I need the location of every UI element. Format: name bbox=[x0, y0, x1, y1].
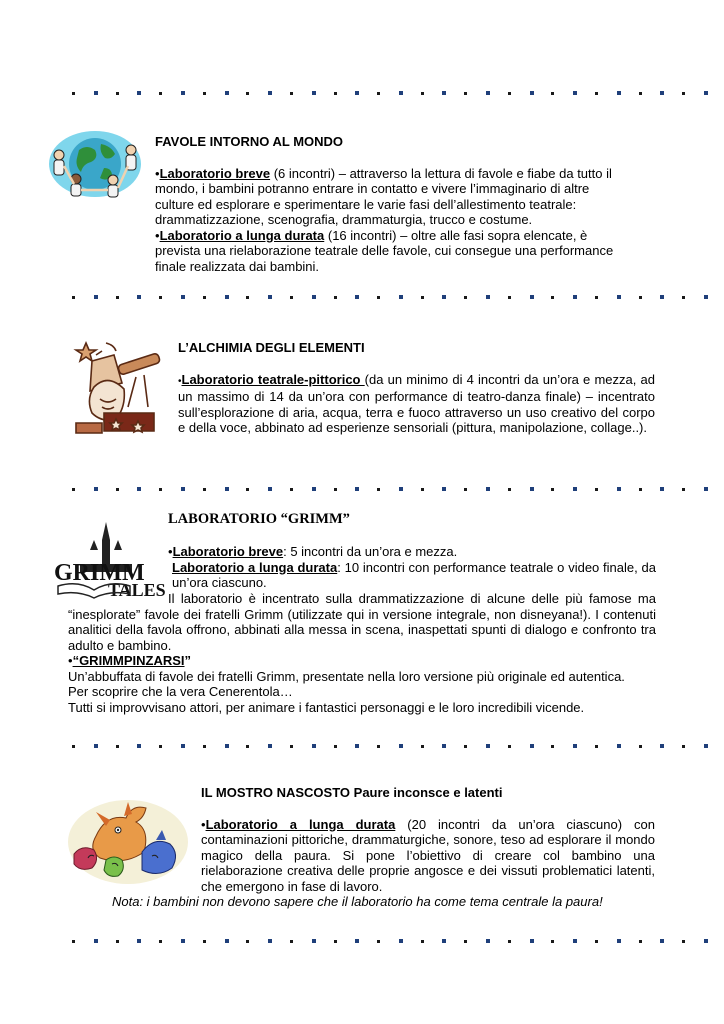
paragraph-laboratorio-lunga bbox=[155, 228, 630, 275]
divider-dot bbox=[617, 939, 621, 943]
logo-grimm-text: GRIMM bbox=[54, 560, 145, 586]
divider-dot bbox=[181, 939, 185, 943]
paragraph-laboratorio-breve bbox=[168, 544, 656, 560]
section-mostro bbox=[201, 785, 655, 894]
divider-dot bbox=[639, 296, 642, 299]
divider-dot bbox=[660, 487, 664, 491]
divider-dot bbox=[660, 91, 664, 95]
divider-dot bbox=[442, 91, 446, 95]
divider-dot bbox=[137, 295, 141, 299]
dragon-monsters-illustration bbox=[66, 796, 190, 886]
divider-dot bbox=[377, 745, 380, 748]
divider-dot bbox=[464, 92, 467, 95]
grimmpinzarsi-line-2: Per scoprire che la vera Cenerentola… bbox=[68, 684, 293, 699]
grimmpinzarsi-close-quote: ” bbox=[184, 653, 192, 668]
divider-dot bbox=[530, 939, 534, 943]
divider-dot bbox=[72, 296, 75, 299]
divider-dot bbox=[486, 295, 490, 299]
grimmpinzarsi-label: “GRIMMPINZARSI bbox=[72, 653, 185, 668]
dotted-divider-4 bbox=[72, 744, 712, 748]
bullet: • bbox=[155, 227, 160, 243]
divider-dot bbox=[595, 745, 598, 748]
divider-dot bbox=[377, 940, 380, 943]
grimmpinzarsi-line-3: Tutti si improvvisano attori, per animare i fantastici personaggi e le loro incredibili vicende. bbox=[68, 699, 585, 715]
divider-dot bbox=[312, 487, 316, 491]
section-title: IL MOSTRO NASCOSTO Paure inconsce e latenti bbox=[201, 785, 503, 800]
divider-dot bbox=[660, 744, 664, 748]
logo-tales-text: TALES bbox=[108, 580, 166, 600]
section-title: FAVOLE INTORNO AL MONDO bbox=[155, 134, 344, 149]
text-laboratorio-lunga: (16 incontri) – oltre alle fasi sopra elencate, è prevista una rielaborazione teatrale delle favole, cui consegue una performance finale realizzata dai bambini. bbox=[155, 227, 614, 274]
divider-dot bbox=[334, 488, 337, 491]
divider-dot bbox=[399, 295, 403, 299]
divider-dot bbox=[137, 91, 141, 95]
label-laboratorio-breve: Laboratorio breve bbox=[159, 165, 271, 181]
divider-dot bbox=[137, 744, 141, 748]
section-title: L’ALCHIMIA DEGLI ELEMENTI bbox=[178, 340, 365, 355]
divider-dot bbox=[573, 487, 577, 491]
divider-dot bbox=[551, 745, 554, 748]
divider-dot bbox=[203, 745, 206, 748]
divider-dot bbox=[268, 939, 272, 943]
divider-dot bbox=[421, 92, 424, 95]
text-laboratorio-lunga: (20 incontri da un’ora ciascuno) con contaminazioni pittoriche, drammaturgiche, sonore, teso ad esplorare il mondo magico della paura. Si pone l’obiettivo di creare col bambino una rielaborazione creativa delle proprie angosce e dei vissuti problematici latenti, che emergono in fase di lavoro. bbox=[201, 816, 655, 894]
divider-dot bbox=[312, 295, 316, 299]
globe-children-illustration bbox=[46, 128, 144, 200]
divider-dot bbox=[203, 940, 206, 943]
note-text: Nota: i bambini non devono sapere che il laboratorio ha come tema centrale la paura! bbox=[112, 894, 603, 909]
divider-dot bbox=[682, 488, 685, 491]
wizard-telescope-illustration bbox=[66, 337, 170, 441]
grimmpinzarsi-heading bbox=[68, 653, 668, 669]
divider-dot bbox=[530, 91, 534, 95]
text-laboratorio-breve: (6 incontri) – attraverso la lettura di favole e fiabe da tutto il mondo, i bambini potranno entrare in contatto e vivere l’immaginario di altre culture ed esplorare e sperimentare le varie fasi dell’allestimento teatrale: drammatizzazione, scenografia, drammaturgia, trucco e costume. bbox=[155, 165, 612, 227]
divider-dot bbox=[181, 91, 185, 95]
divider-dot bbox=[225, 487, 229, 491]
divider-dot bbox=[290, 488, 293, 491]
divider-dot bbox=[530, 487, 534, 491]
text-laboratorio-pittorico: (da un minimo di 4 incontri da un’ora e mezza, ad un massimo di 14 da un’ora con performance di teatro-danza finale) – incentrato sull’esplorazione di aria, acqua, terra e fuoco attraverso un uso creativo del corpo e della voce, abbinato ad esperienze sensoriali (pittura, manipolazione, collage..). bbox=[178, 371, 655, 435]
divider-dot bbox=[573, 295, 577, 299]
grimmpinzarsi-line-1: Un’abbuffata di favole dei fratelli Grimm, presentate nella loro versione più originale ed autentica. bbox=[68, 668, 625, 684]
label-laboratorio-pittorico: Laboratorio teatrale-pittorico bbox=[181, 371, 365, 387]
note bbox=[112, 894, 672, 910]
divider-dot bbox=[421, 296, 424, 299]
divider-dot bbox=[486, 487, 490, 491]
divider-dot bbox=[508, 940, 511, 943]
divider-dot bbox=[464, 745, 467, 748]
grimm-tales-logo bbox=[50, 520, 166, 600]
divider-dot bbox=[377, 488, 380, 491]
divider-dot bbox=[486, 744, 490, 748]
divider-dot bbox=[682, 940, 685, 943]
divider-dot bbox=[246, 296, 249, 299]
paragraph-laboratorio-lunga bbox=[201, 817, 655, 895]
divider-dot bbox=[551, 296, 554, 299]
divider-dot bbox=[159, 488, 162, 491]
divider-dot bbox=[137, 939, 141, 943]
divider-dot bbox=[682, 92, 685, 95]
divider-dot bbox=[159, 745, 162, 748]
divider-dot bbox=[530, 744, 534, 748]
divider-dot bbox=[94, 744, 98, 748]
divider-dot bbox=[639, 940, 642, 943]
divider-dot bbox=[116, 92, 119, 95]
divider-dot bbox=[72, 940, 75, 943]
divider-dot bbox=[225, 295, 229, 299]
grimm-items bbox=[168, 544, 656, 591]
divider-dot bbox=[704, 295, 708, 299]
section-grimm bbox=[168, 512, 656, 528]
divider-dot bbox=[595, 488, 598, 491]
divider-dot bbox=[355, 487, 359, 491]
divider-dot bbox=[639, 745, 642, 748]
divider-dot bbox=[551, 940, 554, 943]
divider-dot bbox=[225, 744, 229, 748]
divider-dot bbox=[116, 940, 119, 943]
divider-dot bbox=[617, 487, 621, 491]
divider-dot bbox=[225, 91, 229, 95]
divider-dot bbox=[639, 92, 642, 95]
bullet: • bbox=[168, 544, 173, 559]
divider-dot bbox=[312, 91, 316, 95]
divider-dot bbox=[116, 745, 119, 748]
divider-dot bbox=[246, 940, 249, 943]
dotted-divider-1 bbox=[72, 91, 712, 95]
divider-dot bbox=[573, 939, 577, 943]
divider-dot bbox=[442, 744, 446, 748]
dotted-divider-2 bbox=[72, 295, 712, 299]
divider-dot bbox=[246, 745, 249, 748]
divider-dot bbox=[639, 488, 642, 491]
divider-dot bbox=[617, 744, 621, 748]
divider-dot bbox=[159, 296, 162, 299]
divider-dot bbox=[421, 745, 424, 748]
divider-dot bbox=[377, 296, 380, 299]
divider-dot bbox=[116, 488, 119, 491]
section-title: LABORATORIO “GRIMM” bbox=[168, 511, 350, 527]
divider-dot bbox=[617, 295, 621, 299]
divider-dot bbox=[72, 745, 75, 748]
divider-dot bbox=[704, 744, 708, 748]
label-laboratorio-lunga: Laboratorio a lunga durata bbox=[172, 559, 338, 575]
divider-dot bbox=[334, 745, 337, 748]
divider-dot bbox=[442, 939, 446, 943]
divider-dot bbox=[203, 488, 206, 491]
divider-dot bbox=[508, 488, 511, 491]
divider-dot bbox=[595, 92, 598, 95]
bullet: • bbox=[68, 653, 73, 668]
divider-dot bbox=[617, 91, 621, 95]
divider-dot bbox=[312, 744, 316, 748]
divider-dot bbox=[595, 940, 598, 943]
grimmpinzarsi-block bbox=[68, 653, 668, 715]
divider-dot bbox=[290, 745, 293, 748]
divider-dot bbox=[116, 296, 119, 299]
divider-dot bbox=[508, 745, 511, 748]
divider-dot bbox=[268, 295, 272, 299]
divider-dot bbox=[334, 940, 337, 943]
divider-dot bbox=[72, 92, 75, 95]
divider-dot bbox=[421, 488, 424, 491]
divider-dot bbox=[421, 940, 424, 943]
divider-dot bbox=[551, 488, 554, 491]
divider-dot bbox=[268, 487, 272, 491]
divider-dot bbox=[355, 744, 359, 748]
divider-dot bbox=[551, 92, 554, 95]
divider-dot bbox=[355, 295, 359, 299]
divider-dot bbox=[399, 487, 403, 491]
bullet: • bbox=[201, 816, 206, 832]
divider-dot bbox=[595, 296, 598, 299]
divider-dot bbox=[334, 92, 337, 95]
divider-dot bbox=[660, 939, 664, 943]
divider-dot bbox=[137, 487, 141, 491]
bullet: • bbox=[155, 165, 160, 181]
divider-dot bbox=[704, 939, 708, 943]
paragraph-grimm-description: Il laboratorio è incentrato sulla drammatizzazione di alcune delle più famose ma “inesplorate” favole dei fratelli Grimm (utilizzate qui in versione integrale, non disneyana!). I contenuti analitici della favola offrono, abbinati alla messa in scena, inaspettati spunti di dialogo e confronto tra adulto e bambino. bbox=[68, 591, 656, 653]
divider-dot bbox=[290, 940, 293, 943]
divider-dot bbox=[399, 939, 403, 943]
divider-dot bbox=[682, 745, 685, 748]
divider-dot bbox=[355, 91, 359, 95]
divider-dot bbox=[399, 744, 403, 748]
divider-dot bbox=[225, 939, 229, 943]
divider-dot bbox=[94, 91, 98, 95]
divider-dot bbox=[94, 939, 98, 943]
divider-dot bbox=[94, 295, 98, 299]
text-laboratorio-breve: : 5 incontri da un’ora e mezza. bbox=[283, 544, 458, 559]
divider-dot bbox=[203, 92, 206, 95]
divider-dot bbox=[442, 295, 446, 299]
divider-dot bbox=[464, 940, 467, 943]
divider-dot bbox=[246, 92, 249, 95]
divider-dot bbox=[508, 92, 511, 95]
label-laboratorio-lunga: Laboratorio a lunga durata bbox=[205, 816, 396, 832]
divider-dot bbox=[181, 295, 185, 299]
divider-dot bbox=[399, 91, 403, 95]
divider-dot bbox=[464, 488, 467, 491]
divider-dot bbox=[203, 296, 206, 299]
divider-dot bbox=[704, 487, 708, 491]
text-laboratorio-lunga: : 10 incontri con performance teatrale o video finale, da un’ora ciascuno. bbox=[172, 559, 656, 590]
divider-dot bbox=[290, 296, 293, 299]
divider-dot bbox=[181, 744, 185, 748]
divider-dot bbox=[159, 940, 162, 943]
divider-dot bbox=[268, 744, 272, 748]
divider-dot bbox=[181, 487, 185, 491]
divider-dot bbox=[682, 296, 685, 299]
divider-dot bbox=[377, 92, 380, 95]
paragraph-laboratorio-lunga bbox=[168, 560, 656, 591]
divider-dot bbox=[94, 487, 98, 491]
divider-dot bbox=[312, 939, 316, 943]
bullet: • bbox=[178, 375, 182, 387]
divider-dot bbox=[159, 92, 162, 95]
grimm-description bbox=[68, 591, 656, 653]
divider-dot bbox=[530, 295, 534, 299]
divider-dot bbox=[573, 744, 577, 748]
divider-dot bbox=[660, 295, 664, 299]
divider-dot bbox=[508, 296, 511, 299]
label-laboratorio-breve: Laboratorio breve bbox=[172, 544, 284, 559]
divider-dot bbox=[72, 488, 75, 491]
divider-dot bbox=[486, 91, 490, 95]
divider-dot bbox=[334, 296, 337, 299]
section-favole bbox=[155, 134, 630, 274]
divider-dot bbox=[246, 488, 249, 491]
divider-dot bbox=[704, 91, 708, 95]
section-alchimia bbox=[178, 340, 655, 436]
paragraph-laboratorio-breve bbox=[155, 166, 630, 228]
label-laboratorio-lunga: Laboratorio a lunga durata bbox=[159, 227, 325, 243]
divider-dot bbox=[355, 939, 359, 943]
paragraph-laboratorio-pittorico bbox=[178, 372, 655, 436]
dotted-divider-5 bbox=[72, 939, 712, 943]
dotted-divider-3 bbox=[72, 487, 712, 491]
divider-dot bbox=[464, 296, 467, 299]
divider-dot bbox=[290, 92, 293, 95]
divider-dot bbox=[486, 939, 490, 943]
divider-dot bbox=[573, 91, 577, 95]
divider-dot bbox=[268, 91, 272, 95]
divider-dot bbox=[442, 487, 446, 491]
